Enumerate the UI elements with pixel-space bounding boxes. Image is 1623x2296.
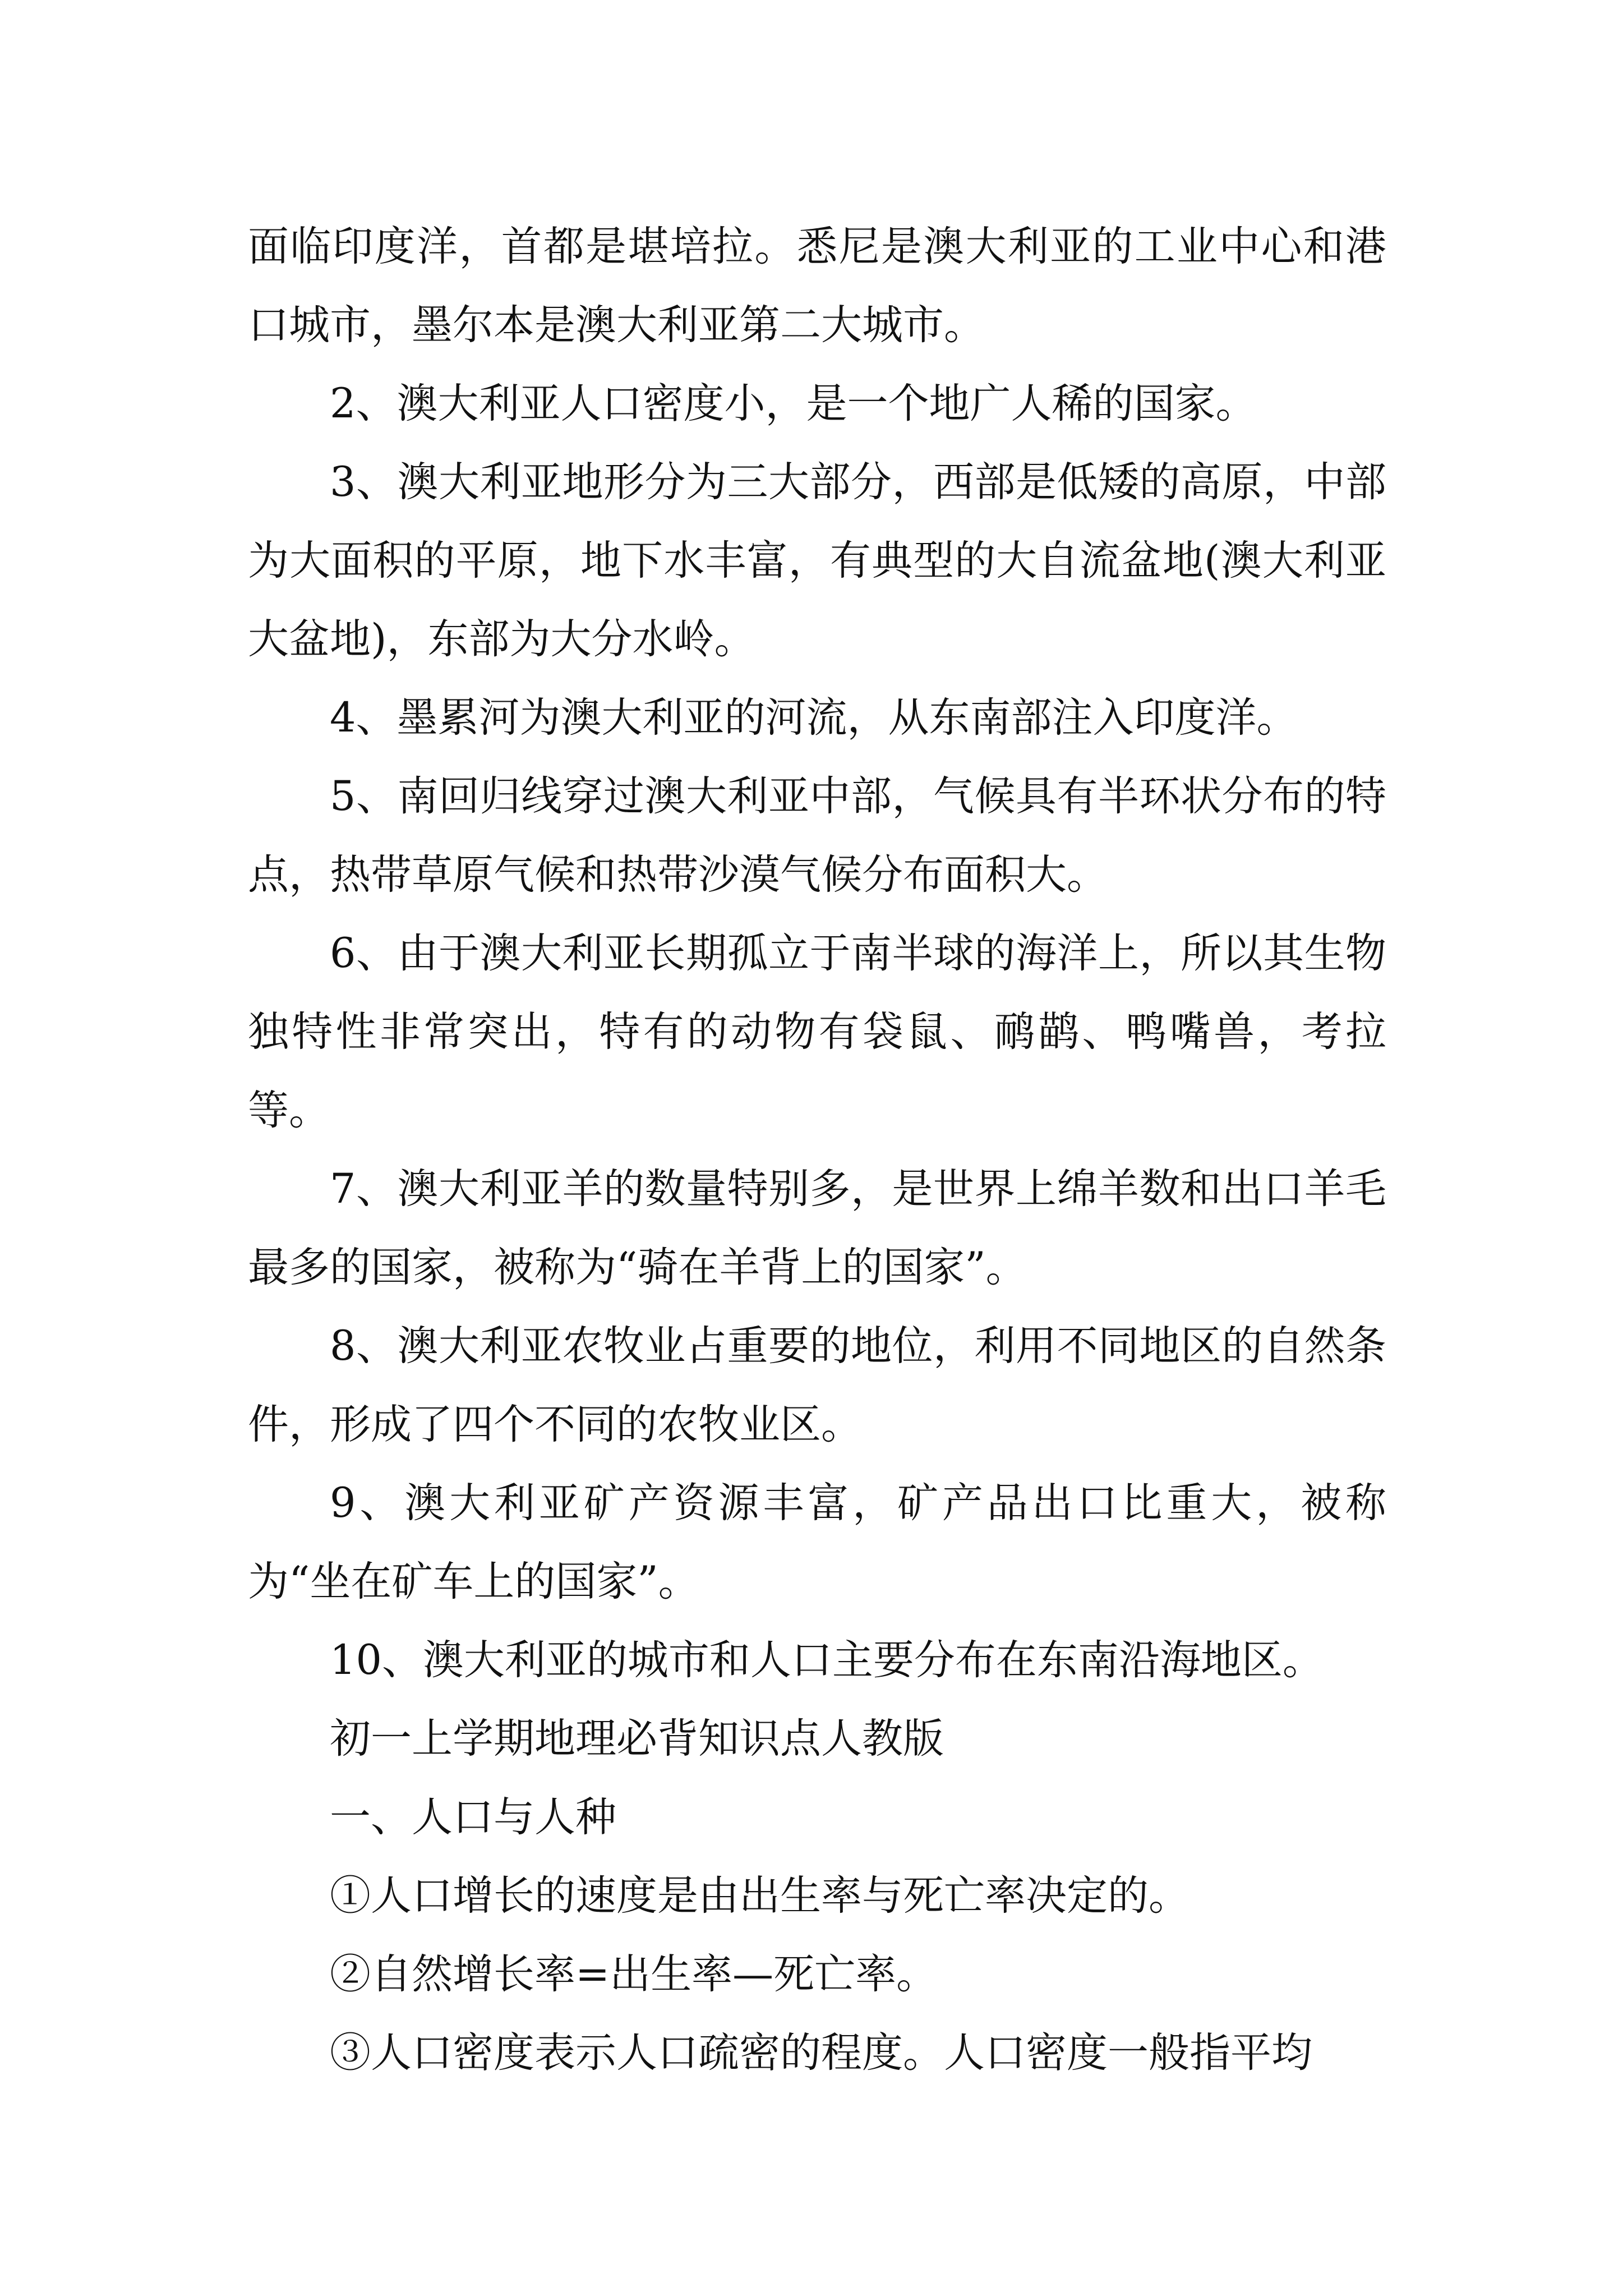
paragraph-item-7: 7、澳大利亚羊的数量特别多，是世界上绵羊数和出口羊毛最多的国家，被称为“骑在羊背上的国家”。 [248, 1165, 1386, 1291]
paragraph-item-8: 8、澳大利亚农牧业占重要的地位，利用不同地区的自然条件，形成了四个不同的农牧业区。 [248, 1322, 1386, 1448]
paragraph-item-6: 6、由于澳大利亚长期孤立于南半球的海洋上，所以其生物独特性非常突出，特有的动物有袋鼠、鸸鹋、鸭嘴兽，考拉等。 [248, 930, 1386, 1134]
point-1: ①人口增长的速度是由出生率与死亡率决定的。 [330, 1872, 1189, 1920]
paragraph-item-3: 3、澳大利亚地形分为三大部分，西部是低矮的高原，中部为大面积的平原，地下水丰富，有典型的大自流盆地(澳大利亚大盆地)，东部为大分水岭。 [248, 458, 1386, 663]
section-heading: 一、人口与人种 [330, 1793, 616, 1841]
document-body [248, 208, 1386, 2092]
paragraph-item-5: 5、南回归线穿过澳大利亚中部，气候具有半环状分布的特点，热带草原气候和热带沙漠气候分布面积大。 [248, 772, 1386, 899]
paragraph-continuation: 面临印度洋，首都是堪培拉。悉尼是澳大利亚的工业中心和港口城市，墨尔本是澳大利亚第二大城市。 [248, 223, 1386, 349]
point-2: ②自然增长率=出生率—死亡率。 [330, 1950, 938, 1998]
paragraph-item-9: 9、澳大利亚矿产资源丰富，矿产品出口比重大，被称为“坐在矿车上的国家”。 [248, 1479, 1386, 1605]
paragraph-item-4: 4、墨累河为澳大利亚的河流，从东南部注入印度洋。 [330, 694, 1298, 742]
section-title: 初一上学期地理必背知识点人教版 [330, 1715, 944, 1763]
paragraph-item-2: 2、澳大利亚人口密度小，是一个地广人稀的国家。 [330, 380, 1257, 427]
point-3: ③人口密度表示人口疏密的程度。人口密度一般指平均 [330, 2029, 1312, 2077]
paragraph-item-10: 10、澳大利亚的城市和人口主要分布在东南沿海地区。 [330, 1636, 1324, 1684]
